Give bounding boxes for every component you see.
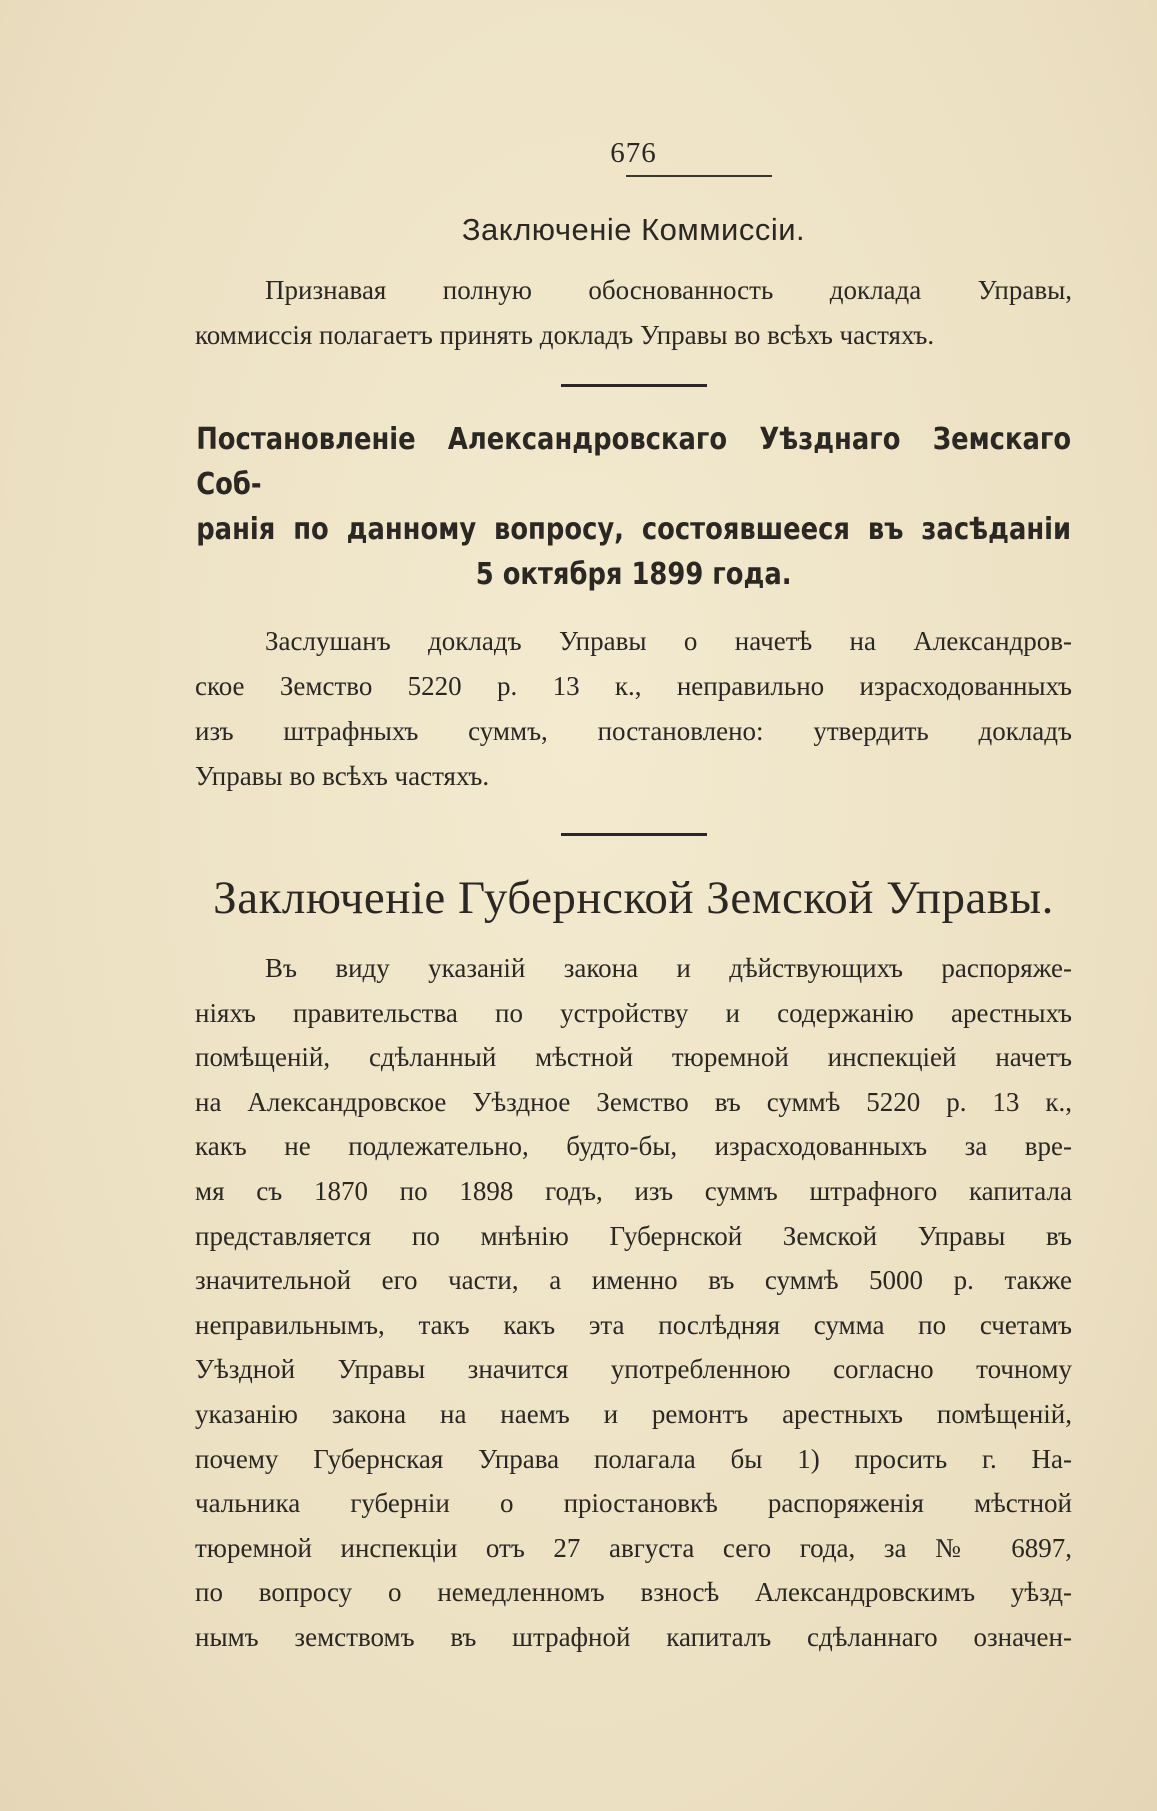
text-line: представляется по мнѣнію Губернской Земской Управы въ xyxy=(195,1220,1072,1251)
gubernia-conclusion-heading: Заключеніе Губернской Земской Управы. xyxy=(213,872,1054,924)
text-line: ніяхъ правительства по устройству и содержанію арестныхъ xyxy=(195,997,1072,1028)
gubernia-conclusion-text xyxy=(195,946,1072,1660)
text-line: какъ не подлежательно, будто-бы, израсходованныхъ за вре- xyxy=(195,1131,1072,1162)
text-line: нымъ земствомъ въ штрафной капиталъ сдѣланнаго означен- xyxy=(195,1621,1072,1652)
section-divider xyxy=(561,833,707,836)
text-line: изъ штрафныхъ суммъ, постановлено: утвердить докладъ xyxy=(195,716,1072,746)
heading-line: ранія по данному вопросу, состоявшееся въ засѣданіи xyxy=(196,512,1071,547)
text-line: неправильнымъ, такъ какъ эта послѣдняя сумма по счетамъ xyxy=(195,1309,1072,1340)
page-number: 676 xyxy=(610,137,657,169)
section-divider xyxy=(561,384,707,387)
text-line: ское Земство 5220 р. 13 к., неправильно израсходованныхъ xyxy=(195,671,1072,701)
text-line: Управы во всѣхъ частяхъ. xyxy=(195,761,490,791)
page-number-rule xyxy=(626,175,772,177)
text-line: Признавая полную обоснованность доклада Управы, xyxy=(265,275,1072,305)
resolution-heading xyxy=(196,417,1071,597)
commission-conclusion-heading: Заключеніе Коммиссіи. xyxy=(461,212,806,247)
text-line: помѣщеній, сдѣланный мѣстной тюремной инспекціей начетъ xyxy=(195,1042,1072,1073)
text-line: Уѣздной Управы значится употребленною согласно точному xyxy=(195,1354,1072,1385)
text-line: тюремной инспекціи отъ 27 августа сего года, за № 6897, xyxy=(195,1532,1072,1563)
heading-line: Постановленіе Александровскаго Уѣзднаго Земскаго Соб- xyxy=(196,422,1071,502)
text-line: указанію закона на наемъ и ремонтъ арестныхъ помѣщеній, xyxy=(195,1398,1072,1429)
commission-conclusion-text xyxy=(195,268,1072,358)
text-line: на Александровское Уѣздное Земство въ суммѣ 5220 р. 13 к., xyxy=(195,1086,1072,1117)
text-line: коммиссія полагаетъ принять докладъ Управы во всѣхъ частяхъ. xyxy=(195,320,935,350)
text-line: по вопросу о немедленномъ взносѣ Александровскимъ уѣзд- xyxy=(195,1577,1072,1608)
heading-line: 5 октября 1899 года. xyxy=(475,557,792,592)
text-line: значительной его части, а именно въ суммѣ 5000 р. также xyxy=(195,1265,1072,1296)
text-line: Въ виду указаній закона и дѣйствующихъ распоряже- xyxy=(265,953,1072,983)
text-line: Заслушанъ докладъ Управы о начетѣ на Александров- xyxy=(265,626,1072,656)
resolution-text xyxy=(195,619,1072,799)
text-line: мя съ 1870 по 1898 годъ, изъ суммъ штрафного капитала xyxy=(195,1175,1072,1206)
text-line: чальника губерніи о пріостановкѣ распоряженія мѣстной xyxy=(195,1488,1072,1519)
text-line: почему Губернская Управа полагала бы 1) просить г. На- xyxy=(195,1443,1072,1474)
